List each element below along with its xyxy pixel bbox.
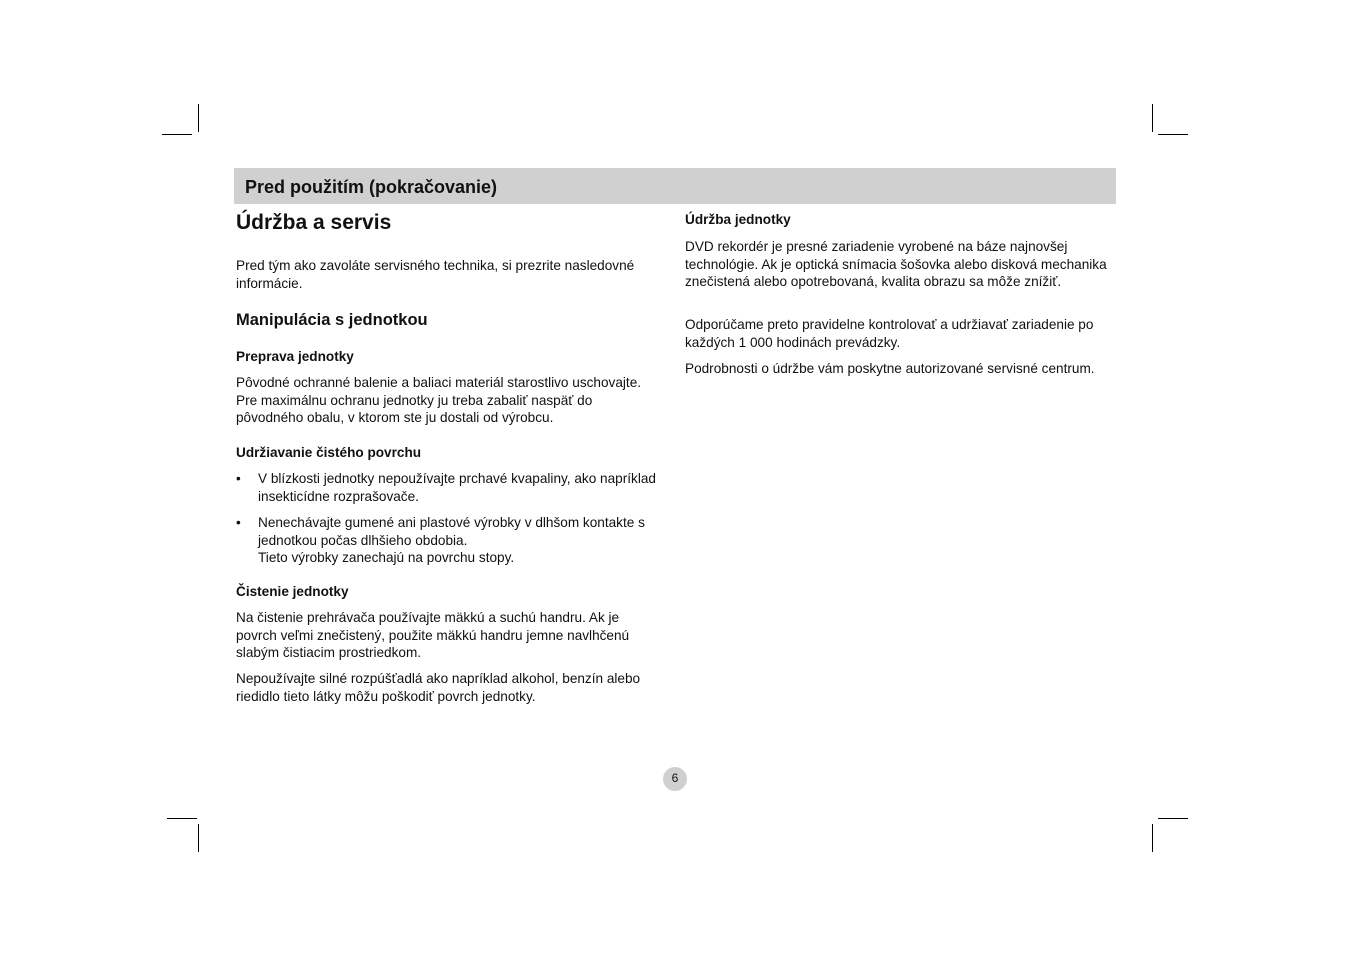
- chapter-header-title: Pred použitím (pokračovanie): [245, 177, 498, 197]
- crop-mark-top-right-vertical: [1152, 104, 1153, 132]
- crop-mark-top-right-horizontal: [1158, 134, 1188, 135]
- clean-surface-heading: Udržiavanie čistého povrchu: [236, 445, 422, 460]
- bullet-dot: •: [236, 515, 241, 530]
- section-title: Údržba a servis: [236, 211, 392, 234]
- crop-mark-bottom-left-vertical: [198, 824, 199, 852]
- maintenance-paragraph-2: Odporúčame preto pravidelne kontrolovať a udržiavať zariadenie po každých 1 000 hodinách prevádzky.: [685, 317, 1094, 350]
- chapter-header-bar: [234, 168, 1116, 204]
- maintenance-paragraph-1: DVD rekordér je presné zariadenie vyrobené na báze najnovšej technológie. Ak je optická snímacia šošovka alebo disková mechanika znečistená alebo opotrebovaná, kvalita obrazu sa môže znížiť.: [685, 239, 1107, 289]
- cleaning-paragraph-1: Na čistenie prehrávača používajte mäkkú a suchú handru. Ak je povrch veľmi znečistený, použite mäkkú handru jemne navlhčenú slabým čistiacim prostriedkom.: [236, 610, 630, 660]
- cleaning-heading: Čistenie jednotky: [236, 584, 349, 599]
- bullet-item: [236, 514, 666, 568]
- maintenance-paragraph-3: Podrobnosti o údržbe vám poskytne autorizované servisné centrum.: [685, 361, 1095, 376]
- crop-mark-bottom-right-vertical: [1152, 824, 1153, 852]
- crop-mark-top-left-horizontal: [162, 134, 192, 135]
- cleaning-paragraph-2: Nepoužívajte silné rozpúšťadlá ako napríklad alkohol, benzín alebo riedidlo tieto látky môžu poškodiť povrch jednotky.: [236, 671, 641, 704]
- bullet-dot: •: [236, 471, 241, 486]
- crop-mark-bottom-left-horizontal: [167, 818, 197, 819]
- transport-heading: Preprava jednotky: [236, 349, 354, 364]
- handling-heading: Manipulácia s jednotkou: [236, 311, 428, 329]
- intro-paragraph: Pred tým ako zavoláte servisného technika, si prezrite nasledovné informácie.: [236, 258, 635, 291]
- crop-mark-top-left-vertical: [198, 104, 199, 132]
- transport-paragraph: Pôvodné ochranné balenie a baliaci materiál starostlivo uschovajte. Pre maximálnu ochranu jednotky ju treba zabaliť naspäť do pôvodného obalu, v ktorom ste ju dostali od výrobcu.: [236, 375, 642, 425]
- crop-mark-bottom-right-horizontal: [1158, 818, 1188, 819]
- bullet-text: V blízkosti jednotky nepoužívajte prchavé kvapaliny, ako napríklad insekticídne rozprašovače.: [258, 471, 656, 504]
- bullet-text: Nenechávajte gumené ani plastové výrobky v dlhšom kontakte s jednotkou počas dlhšieho obdobia. Tieto výrobky zanechajú na povrchu stopy.: [258, 515, 645, 565]
- bullet-item: [236, 470, 666, 506]
- maintenance-heading: Údržba jednotky: [685, 212, 791, 227]
- page-number-badge: 6: [663, 767, 687, 791]
